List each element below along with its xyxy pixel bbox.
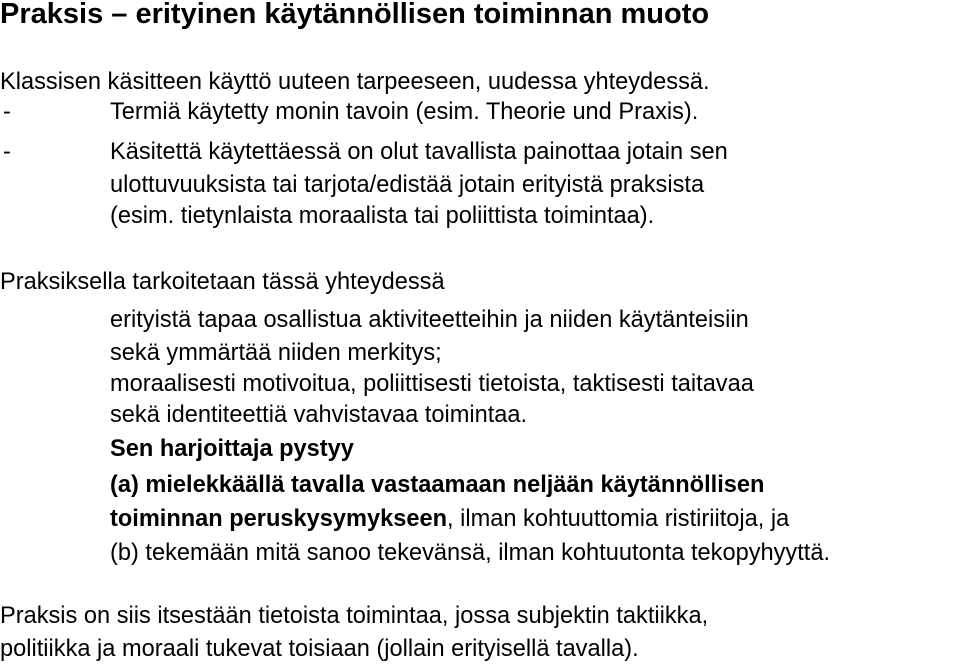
definition-line-1: erityistä tapaa osallistua aktiviteetteihin ja niiden käytänteisiin (110, 307, 749, 333)
conclusion-line-1: Praksis on siis itsestään tietoista toimintaa, jossa subjektin taktiikka, (0, 603, 709, 629)
definition-line-3: moraalisesti motivoitua, poliittisesti tietoista, taktisesti taitavaa (110, 371, 754, 397)
point-b-line: (b) tekemään mitä sanoo tekevänsä, ilman kohtuutonta tekopyhyyttä. (110, 540, 831, 566)
bullet-2-line-2: ulottuvuuksista tai tarjota/edistää jotain erityistä praksista (110, 172, 705, 198)
point-a-line-1: (a) mielekkäällä tavalla vastaamaan neljään käytännöllisen (110, 472, 765, 498)
slide-title: Praksis – erityinen käytännöllisen toiminnan muoto (0, 0, 710, 30)
practitioner-heading: Sen harjoittaja pystyy (110, 436, 354, 462)
point-a-rest: , ilman kohtuuttomia ristiriitoja, ja (447, 506, 790, 532)
point-a-line-2 (110, 504, 789, 534)
bullet-1-text: Termiä käytetty monin tavoin (esim. Theorie und Praxis). (110, 99, 699, 125)
point-a-bold-phrase: toiminnan peruskysymykseen (110, 506, 448, 532)
conclusion-line-2: politiikka ja moraali tukevat toisiaan (jollain erityisellä tavalla). (0, 636, 639, 662)
bullet-2-line-1: Käsitettä käytettäessä on olut tavallista painottaa jotain sen (110, 139, 728, 165)
bullet-2-line-3: (esim. tietynlaista moraalista tai poliittista toimintaa). (110, 203, 655, 229)
bullet-dash-2: - (3, 139, 11, 165)
bullet-dash-1: - (3, 99, 11, 125)
praksis-definition-lead: Praksiksella tarkoitetaan tässä yhteydessä (0, 269, 445, 295)
definition-line-2: sekä ymmärtää niiden merkitys; (110, 340, 442, 366)
definition-line-4: sekä identiteettiä vahvistavaa toimintaa. (110, 402, 528, 428)
intro-text: Klassisen käsitteen käyttö uuteen tarpeeseen, uudessa yhteydessä. (0, 69, 710, 95)
